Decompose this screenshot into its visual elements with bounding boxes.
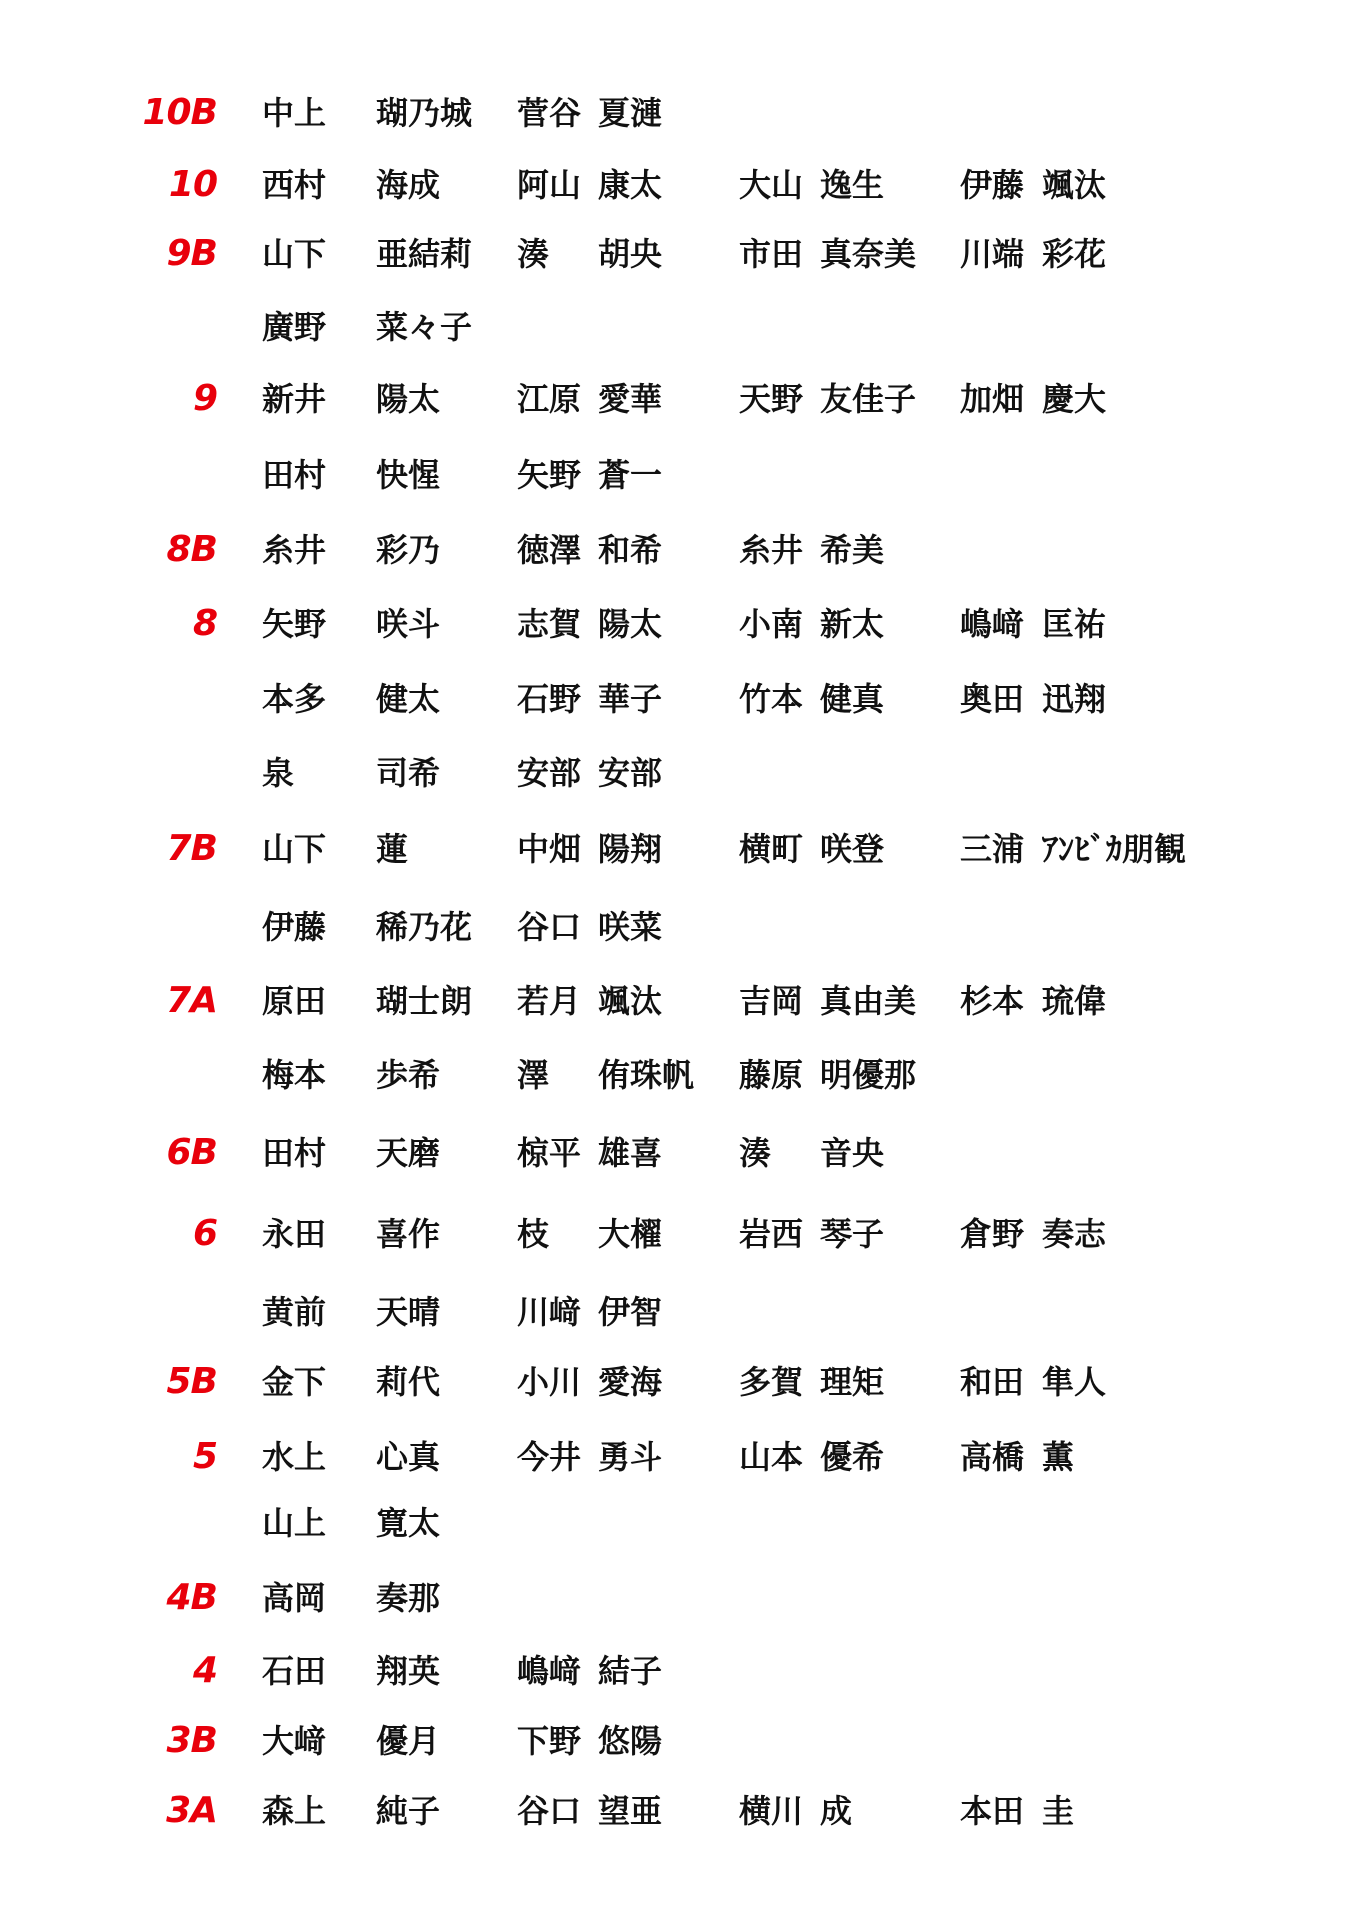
given-name: 菜々子	[376, 308, 473, 346]
rank-label: 3B	[166, 1720, 217, 1761]
family-name: 横町	[739, 830, 804, 868]
family-name: 小南	[739, 605, 804, 643]
family-name: 中上	[262, 94, 327, 132]
given-name: 雄喜	[598, 1134, 663, 1172]
family-name: 本多	[262, 680, 327, 718]
rank-label: 6	[192, 1213, 217, 1254]
given-name: 友佳子	[820, 380, 917, 418]
family-name: 加畑	[960, 380, 1025, 418]
family-name: 今井	[517, 1438, 582, 1476]
rank-label: 7B	[166, 828, 217, 869]
rank-label: 7A	[166, 980, 217, 1021]
family-name: 横川	[739, 1792, 804, 1830]
given-name: 瑚乃城	[376, 94, 473, 132]
given-name: 琉偉	[1042, 982, 1107, 1020]
given-name: 咲菜	[598, 908, 663, 946]
rank-label: 4	[192, 1650, 217, 1691]
family-name: 竹本	[739, 680, 804, 718]
given-name: 莉代	[376, 1363, 441, 1401]
given-name: 逸生	[820, 166, 885, 204]
rank-label: 9B	[166, 233, 217, 274]
given-name: 天晴	[376, 1293, 441, 1331]
rank-row-3b	[0, 1716, 1357, 1766]
given-name: 夏漣	[598, 94, 663, 132]
given-name: 安部	[598, 754, 663, 792]
given-name: 和希	[598, 531, 663, 569]
given-name: 歩希	[376, 1056, 441, 1094]
given-name: 音央	[820, 1134, 885, 1172]
given-name: 圭	[1042, 1792, 1075, 1830]
rank-row-6b	[0, 1128, 1357, 1178]
given-name: 真由美	[820, 982, 917, 1020]
given-name: 翔英	[376, 1652, 441, 1690]
family-name: 山下	[262, 235, 327, 273]
given-name: ｱﾝﾋﾞｶ朋観	[1042, 830, 1187, 868]
given-name: 伊智	[598, 1293, 663, 1331]
family-name: 糸井	[739, 531, 804, 569]
given-name: 結子	[598, 1652, 663, 1690]
family-name: 江原	[517, 380, 582, 418]
given-name: 健真	[820, 680, 885, 718]
rank-row-5	[0, 1432, 1357, 1482]
family-name: 伊藤	[960, 166, 1025, 204]
rank-row-10b	[0, 88, 1357, 138]
given-name: 優希	[820, 1438, 885, 1476]
rank-row-8	[0, 599, 1357, 649]
family-name: 天野	[739, 380, 804, 418]
family-name: 矢野	[262, 605, 327, 643]
given-name: 彩花	[1042, 235, 1107, 273]
family-name: 湊	[739, 1134, 772, 1172]
given-name: 大櫂	[598, 1215, 663, 1253]
rank-label: 5	[192, 1436, 217, 1477]
family-name: 水上	[262, 1438, 327, 1476]
given-name: 真奈美	[820, 235, 917, 273]
rank-row-7a-continued	[0, 1050, 1357, 1100]
rank-row-7b-continued	[0, 902, 1357, 952]
given-name: 颯汰	[598, 982, 663, 1020]
rank-row-9	[0, 374, 1357, 424]
given-name: 侑珠帆	[598, 1056, 695, 1094]
given-name: 司希	[376, 754, 441, 792]
rank-label: 9	[192, 378, 217, 419]
family-name: 嶋﨑	[517, 1652, 582, 1690]
rank-row-10	[0, 160, 1357, 210]
family-name: 田村	[262, 456, 327, 494]
family-name: 志賀	[517, 605, 582, 643]
given-name: 隼人	[1042, 1363, 1107, 1401]
rank-label: 8B	[166, 529, 217, 570]
family-name: 阿山	[517, 166, 582, 204]
family-name: 徳澤	[517, 531, 582, 569]
given-name: 天磨	[376, 1134, 441, 1172]
rank-label: 6B	[166, 1132, 217, 1173]
family-name: 矢野	[517, 456, 582, 494]
given-name: 陽翔	[598, 830, 663, 868]
rank-row-9-continued	[0, 450, 1357, 500]
given-name: 咲斗	[376, 605, 441, 643]
rank-row-8-continued-2	[0, 748, 1357, 798]
family-name: 市田	[739, 235, 804, 273]
family-name: 三浦	[960, 830, 1025, 868]
given-name: 薫	[1042, 1438, 1075, 1476]
family-name: 下野	[517, 1722, 582, 1760]
family-name: 湊	[517, 235, 550, 273]
given-name: 慶大	[1042, 380, 1107, 418]
family-name: 山本	[739, 1438, 804, 1476]
given-name: 蒼一	[598, 456, 663, 494]
family-name: 山上	[262, 1504, 327, 1542]
family-name: 石野	[517, 680, 582, 718]
family-name: 金下	[262, 1363, 327, 1401]
family-name: 多賀	[739, 1363, 804, 1401]
rank-label: 10B	[142, 92, 217, 133]
given-name: 望亜	[598, 1792, 663, 1830]
family-name: 奥田	[960, 680, 1025, 718]
family-name: 伊藤	[262, 908, 327, 946]
family-name: 椋平	[517, 1134, 582, 1172]
family-name: 安部	[517, 754, 582, 792]
rank-row-3a	[0, 1786, 1357, 1836]
family-name: 田村	[262, 1134, 327, 1172]
given-name: 健太	[376, 680, 441, 718]
family-name: 和田	[960, 1363, 1025, 1401]
given-name: 彩乃	[376, 531, 441, 569]
given-name: 寛太	[376, 1504, 441, 1542]
family-name: 山下	[262, 830, 327, 868]
family-name: 大山	[739, 166, 804, 204]
family-name: 梅本	[262, 1056, 327, 1094]
given-name: 瑚士朗	[376, 982, 473, 1020]
given-name: 咲登	[820, 830, 885, 868]
family-name: 小川	[517, 1363, 582, 1401]
family-name: 中畑	[517, 830, 582, 868]
family-name: 高岡	[262, 1579, 327, 1617]
given-name: 成	[820, 1792, 853, 1830]
rank-row-7a	[0, 976, 1357, 1026]
given-name: 愛海	[598, 1363, 663, 1401]
family-name: 石田	[262, 1652, 327, 1690]
family-name: 黄前	[262, 1293, 327, 1331]
given-name: 悠陽	[598, 1722, 663, 1760]
family-name: 廣野	[262, 308, 327, 346]
family-name: 藤原	[739, 1056, 804, 1094]
rank-row-4	[0, 1646, 1357, 1696]
given-name: 明優那	[820, 1056, 917, 1094]
rank-row-6	[0, 1209, 1357, 1259]
family-name: 新井	[262, 380, 327, 418]
family-name: 泉	[262, 754, 295, 792]
rank-row-5-continued	[0, 1498, 1357, 1548]
rank-row-5b	[0, 1357, 1357, 1407]
given-name: 海成	[376, 166, 441, 204]
rank-row-6-continued	[0, 1287, 1357, 1337]
given-name: 康太	[598, 166, 663, 204]
family-name: 高橋	[960, 1438, 1025, 1476]
given-name: 迅翔	[1042, 680, 1107, 718]
family-name: 菅谷	[517, 94, 582, 132]
rank-label: 4B	[166, 1577, 217, 1618]
given-name: 蓮	[376, 830, 409, 868]
given-name: 純子	[376, 1792, 441, 1830]
rank-label: 8	[192, 603, 217, 644]
family-name: 吉岡	[739, 982, 804, 1020]
given-name: 陽太	[598, 605, 663, 643]
family-name: 杉本	[960, 982, 1025, 1020]
family-name: 谷口	[517, 1792, 582, 1830]
given-name: 稀乃花	[376, 908, 473, 946]
rank-row-4b	[0, 1573, 1357, 1623]
given-name: 勇斗	[598, 1438, 663, 1476]
rank-row-8-continued	[0, 674, 1357, 724]
family-name: 森上	[262, 1792, 327, 1830]
given-name: 新太	[820, 605, 885, 643]
given-name: 心真	[376, 1438, 441, 1476]
rank-label: 3A	[166, 1790, 217, 1831]
given-name: 華子	[598, 680, 663, 718]
given-name: 胡央	[598, 235, 663, 273]
family-name: 西村	[262, 166, 327, 204]
rank-label: 10	[168, 164, 217, 205]
given-name: 愛華	[598, 380, 663, 418]
given-name: 颯汰	[1042, 166, 1107, 204]
given-name: 琴子	[820, 1215, 885, 1253]
family-name: 枝	[517, 1215, 550, 1253]
family-name: 川﨑	[517, 1293, 582, 1331]
family-name: 谷口	[517, 908, 582, 946]
family-name: 大﨑	[262, 1722, 327, 1760]
given-name: 喜作	[376, 1215, 441, 1253]
given-name: 匡祐	[1042, 605, 1107, 643]
given-name: 奏志	[1042, 1215, 1107, 1253]
family-name: 川端	[960, 235, 1025, 273]
given-name: 奏那	[376, 1579, 441, 1617]
family-name: 本田	[960, 1792, 1025, 1830]
given-name: 亜結莉	[376, 235, 473, 273]
given-name: 快惺	[376, 456, 441, 494]
rank-row-9b-continued	[0, 302, 1357, 352]
given-name: 理矩	[820, 1363, 885, 1401]
rank-label: 5B	[166, 1361, 217, 1402]
family-name: 倉野	[960, 1215, 1025, 1253]
family-name: 原田	[262, 982, 327, 1020]
rank-row-9b	[0, 229, 1357, 279]
family-name: 若月	[517, 982, 582, 1020]
rank-row-8b	[0, 525, 1357, 575]
family-name: 糸井	[262, 531, 327, 569]
family-name: 嶋﨑	[960, 605, 1025, 643]
rank-row-7b	[0, 824, 1357, 874]
given-name: 優月	[376, 1722, 441, 1760]
family-name: 永田	[262, 1215, 327, 1253]
family-name: 岩西	[739, 1215, 804, 1253]
given-name: 希美	[820, 531, 885, 569]
family-name: 澤	[517, 1056, 550, 1094]
given-name: 陽太	[376, 380, 441, 418]
